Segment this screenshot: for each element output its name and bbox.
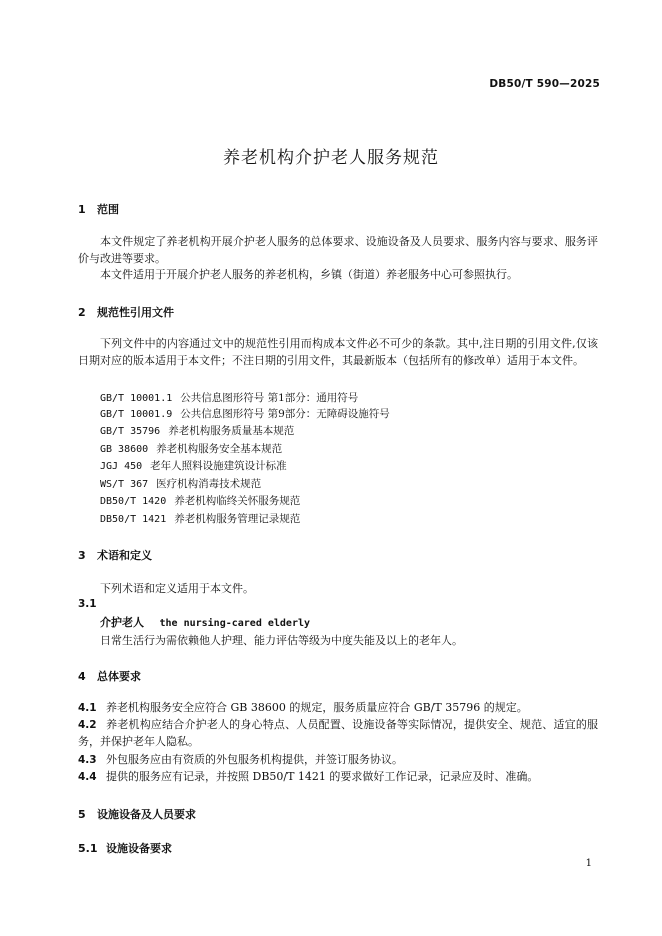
reference-title: 养老机构服务安全基本规范 [156,443,283,455]
reference-title: 医疗机构消毒技术规范 [156,478,262,490]
references-intro: 下列文件中的内容通过文中的规范性引用而构成本文件必不可少的条款。其中,注日期的引用文件,仅该日期对应的版本适用于本文件；不注日期的引用文件，其最新版本（包括所有的修改单）适用于本文件。 [78,337,598,367]
clause-number: 4.4 [78,771,97,783]
term-chinese: 介护老人 [100,616,144,629]
term-number: 3.1 [78,598,97,610]
reference-code: GB/T 10001.1 [100,393,173,404]
clause-text: 外包服务应由有资质的外包服务机构提供，并签订服务协议。 [106,753,403,766]
terms-intro: 下列术语和定义适用于本文件。 [100,582,254,595]
clause-4-1 [78,700,598,717]
reference-title: 养老机构服务管理记录规范 [174,513,301,525]
clause-text: 养老机构服务安全应符合 GB 38600 的规定，服务质量应符合 GB/T 35796 的规定。 [106,701,528,714]
reference-title: 养老机构临终关怀服务规范 [174,495,301,507]
reference-title: 公共信息图形符号 第9部分：无障碍设施符号 [180,408,390,420]
clause-4-2 [78,717,598,750]
term-definition: 日常生活行为需依赖他人护理、能力评估等级为中度失能及以上的老年人。 [100,634,463,647]
term-entry [100,614,310,630]
reference-code: WS/T 367 [100,479,149,490]
scope-paragraph-1: 本文件规定了养老机构开展介护老人服务的总体要求、设施设备及人员要求、服务内容与要求、服务评价与改进等要求。 [78,235,598,265]
reference-title: 养老机构服务质量基本规范 [168,425,295,437]
section-3-heading [78,547,152,563]
scope-paragraph-2: 本文件适用于开展介护老人服务的养老机构，乡镇（街道）养老服务中心可参照执行。 [100,268,518,281]
reference-title: 老年人照料设施建筑设计标准 [150,460,287,472]
clause-number: 4.1 [78,702,97,714]
section-number: 2 [78,306,86,319]
clause-number: 4.2 [78,719,97,731]
subsection-5-1-heading [78,840,172,856]
section-number: 4 [78,670,86,683]
section-title: 规范性引用文件 [97,306,174,319]
clause-4-3 [78,752,598,769]
clause-text: 提供的服务应有记录，并按照 DB50/T 1421 的要求做好工作记录，记录应及时、准确。 [106,770,539,783]
section-1-heading [78,201,119,217]
page-number: 1 [585,858,592,869]
reference-item [100,390,358,405]
clause-4-4 [78,769,598,786]
reference-item [100,511,300,526]
section-title: 设施设备及人员要求 [97,808,196,821]
section-number: 1 [78,203,86,216]
term-english: the nursing-cared elderly [159,618,311,629]
section-title: 术语和定义 [97,549,152,562]
reference-code: JGJ 450 [100,461,143,472]
subsection-number: 5.1 [78,842,98,855]
reference-item [100,423,294,438]
section-number: 5 [78,808,86,821]
subsection-title: 设施设备要求 [106,842,172,855]
reference-code: DB50/T 1420 [100,496,167,507]
reference-code: DB50/T 1421 [100,514,167,525]
section-title: 总体要求 [97,670,141,683]
reference-item [100,476,261,491]
section-4-heading [78,668,141,684]
reference-title: 公共信息图形符号 第1部分：通用符号 [180,392,359,404]
section-5-heading [78,806,196,822]
section-title: 范围 [97,203,119,216]
document-title: 养老机构介护老人服务规范 [223,148,439,168]
section-number: 3 [78,549,86,562]
reference-item [100,441,282,456]
reference-code: GB/T 10001.9 [100,409,173,420]
reference-item [100,406,390,421]
reference-item [100,493,300,508]
clause-number: 4.3 [78,754,97,766]
section-2-heading [78,304,174,320]
reference-code: GB/T 35796 [100,426,161,437]
reference-item [100,458,287,473]
reference-code: GB 38600 [100,444,149,455]
clause-text: 养老机构应结合介护老人的身心特点、人员配置、设施设备等实际情况，提供安全、规范、适宜的服务，并保护老年人隐私。 [78,718,598,748]
document-code: DB50/T 590—2025 [489,78,600,90]
